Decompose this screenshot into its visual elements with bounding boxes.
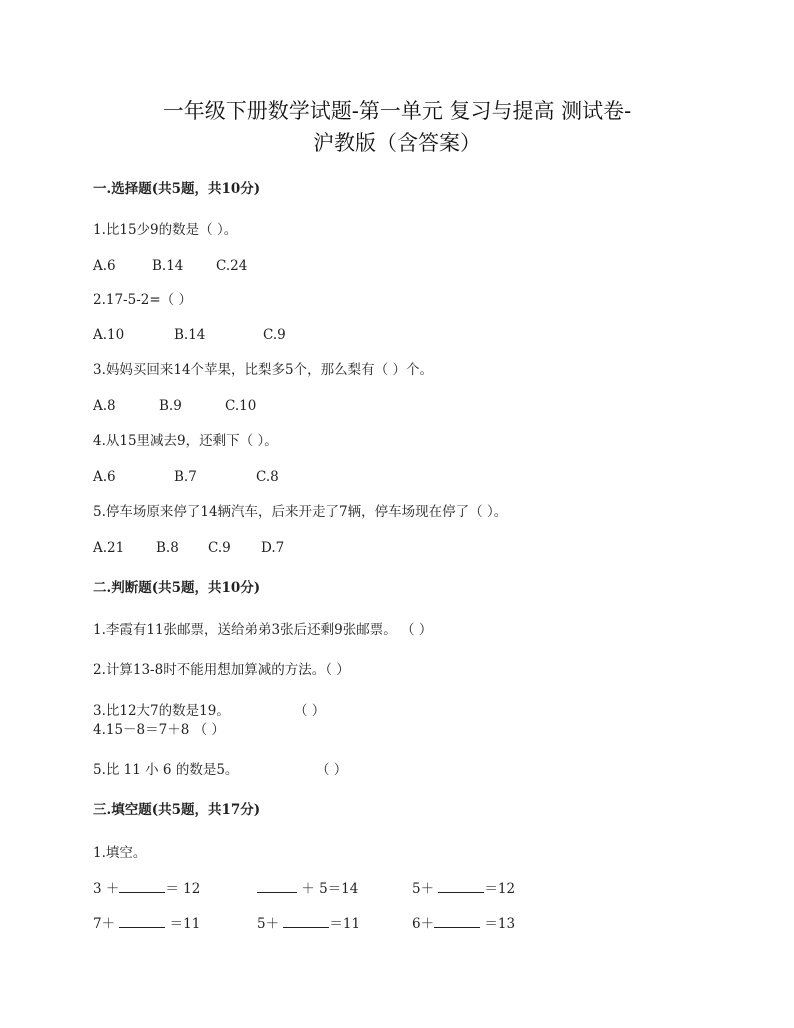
fill-row1-item1: 3 ＋ ＝ 12 <box>93 881 201 897</box>
fill-blank[interactable] <box>434 915 480 928</box>
choice-q3-option-b: B.9 <box>159 398 182 414</box>
choice-q2-option-a: A.10 <box>93 327 125 343</box>
choice-q2-option-b: B.14 <box>174 327 206 343</box>
choice-q5-option-d: D.7 <box>261 540 285 556</box>
choice-q1-option-a: A.6 <box>93 258 116 274</box>
choice-question-1: 1.比15少9的数是（ ）。 <box>93 222 238 238</box>
fill-row2-item3: 6＋ ＝13 <box>412 916 516 932</box>
choice-question-5: 5.停车场原来停了14辆汽车，后来开走了7辆，停车场现在停了（ ）。 <box>93 504 508 520</box>
choice-question-2: 2.17-5-2=（ ） <box>93 292 192 308</box>
section-heading-judge: 二.判断题(共5题，共10分) <box>93 580 261 596</box>
fill-question-1: 1.填空。 <box>93 845 147 861</box>
choice-q1-option-b: B.14 <box>152 258 184 274</box>
fill-row1-item3: 5＋ ＝12 <box>412 881 516 897</box>
judge-question-1: 1.李霞有11张邮票，送给弟弟3张后还剩9张邮票。 （ ） <box>93 622 433 638</box>
choice-question-4: 4.从15里减去9，还剩下（ ）。 <box>93 433 278 449</box>
fill-row1-item2: ＋ 5＝14 <box>257 880 358 898</box>
choice-q4-option-b: B.7 <box>174 469 197 485</box>
choice-q5-option-c: C.9 <box>208 540 231 556</box>
judge-question-3: 3.比12大7的数是19。 <box>93 703 230 719</box>
choice-q3-option-c: C.10 <box>225 398 257 414</box>
page-title-line-2: 沪教版（含答案） <box>313 131 481 155</box>
judge-q5-answer-paren: （ ） <box>316 762 348 778</box>
fill-blank[interactable] <box>119 915 165 928</box>
fill-row2-item1: 7＋ ＝11 <box>93 916 201 932</box>
choice-q2-option-c: C.9 <box>263 327 286 343</box>
fill-blank[interactable] <box>283 915 329 928</box>
choice-q1-option-c: C.24 <box>216 258 248 274</box>
choice-q5-option-b: B.8 <box>156 540 179 556</box>
choice-q4-option-a: A.6 <box>93 469 116 485</box>
fill-blank[interactable] <box>257 880 297 893</box>
judge-q3-answer-paren: （ ） <box>294 703 326 719</box>
section-heading-choice: 一.选择题(共5题，共10分) <box>93 181 261 197</box>
page-title-line-1: 一年级下册数学试题-第一单元 复习与提高 测试卷- <box>162 99 632 123</box>
fill-blank[interactable] <box>438 880 484 893</box>
judge-question-2: 2.计算13-8时不能用想加算减的方法。（ ） <box>93 662 350 678</box>
section-heading-fill: 三.填空题(共5题，共17分) <box>93 802 261 818</box>
judge-question-4: 4.15－8＝7＋8 （ ） <box>93 722 225 738</box>
judge-question-5: 5.比 11 小 6 的数是5。 <box>93 762 239 778</box>
choice-question-3: 3.妈妈买回来14个苹果，比梨多5个，那么梨有（ ）个。 <box>93 362 433 378</box>
fill-blank[interactable] <box>119 880 165 893</box>
fill-row2-item2: 5＋ ＝11 <box>257 916 361 932</box>
choice-q3-option-a: A.8 <box>93 398 116 414</box>
choice-q4-option-c: C.8 <box>256 469 279 485</box>
choice-q5-option-a: A.21 <box>93 540 125 556</box>
